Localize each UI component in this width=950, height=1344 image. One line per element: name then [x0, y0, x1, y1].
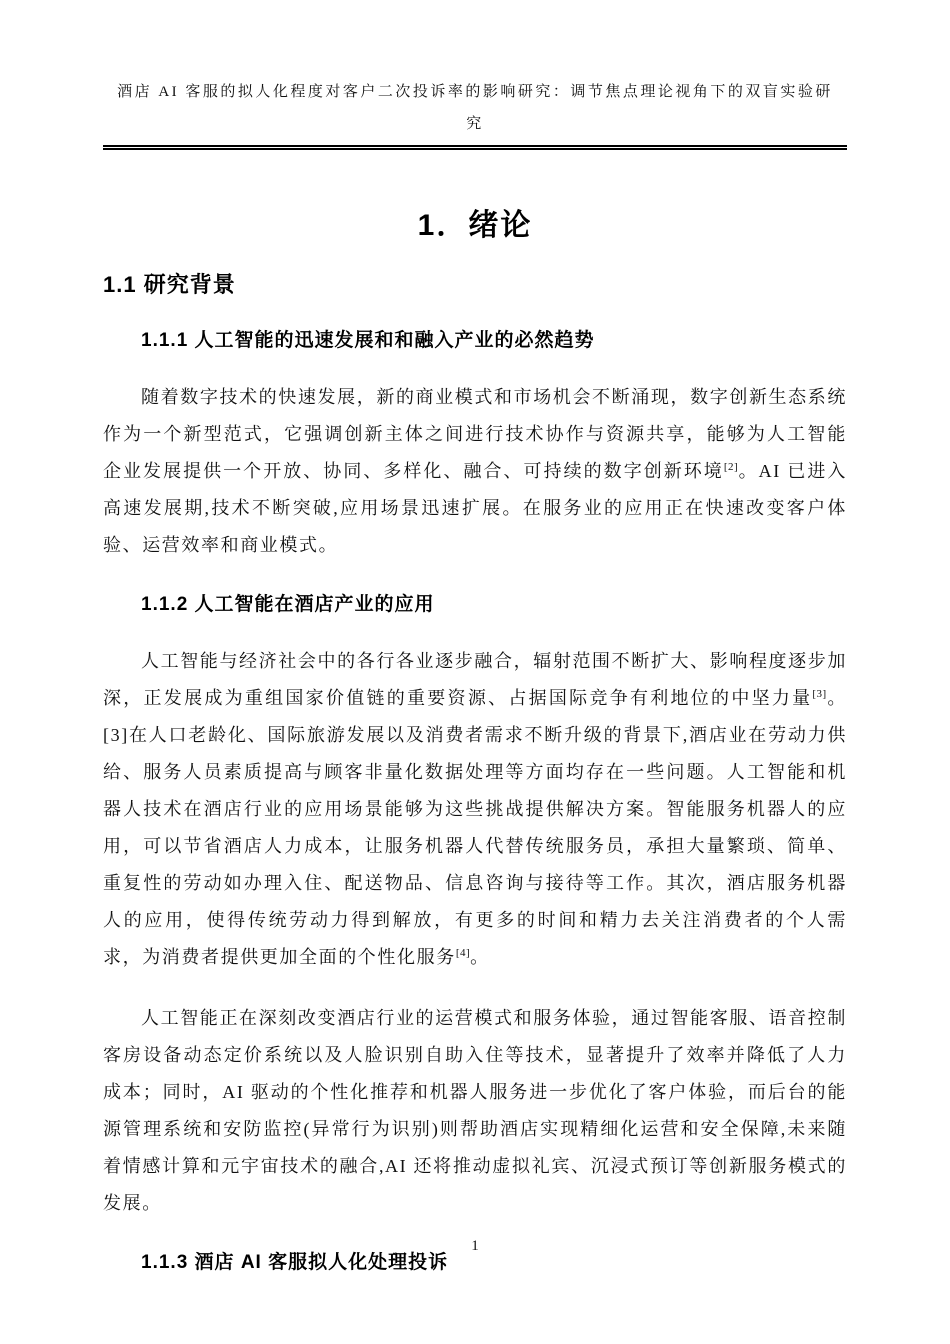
chapter-title: 1．绪论 [417, 209, 533, 242]
subsection-heading-1-1-1: 1.1.1 人工智能的迅速发展和和融入产业的必然趋势 [141, 330, 595, 351]
subsection-heading-1-1-2: 1.1.2 人工智能在酒店产业的应用 [141, 594, 435, 615]
header-title-line-1: 酒店 AI 客服的拟人化程度对客户二次投诉率的影响研究：调节焦点理论视角下的双盲实验研 [117, 84, 833, 100]
paragraph-3: 人工智能正在深刻改变酒店行业的运营模式和服务体验，通过智能客服、语音控制客房设备动态定价系统以及人脸识别自助入住等技术，显著提升了效率并降低了人力成本；同时，AI 驱动的个性化推荐和机器人服务进一步优化了客户体验，而后台的能源管理系统和安防监控(异常行为识别)则帮助酒店实现精细化运营和安全保障,未来随着情感计算和元宇宙技术的融合,AI 还将推动虚拟礼宾、沉浸式预订等创新服务模式的发展。 [103, 1008, 847, 1213]
page-number: 1 [471, 1238, 479, 1254]
page-header [103, 0, 847, 140]
paragraph-1: 随着数字技术的快速发展，新的商业模式和市场机会不断涌现，数字创新生态系统作为一个新型范式，它强调创新主体之间进行技术协作与资源共享，能够为人工智能企业发展提供一个开放、协同、多样化、融合、可持续的数字创新环境[2]。AI 已进入高速发展期,技术不断突破,应用场景迅速扩展。在服务业的应用正在快速改变客户体验、运营效率和商业模式。 [103, 387, 847, 555]
section-heading-1-1: 1.1 研究背景 [103, 272, 236, 297]
header-divider-rule [103, 145, 847, 150]
paragraph-2: 人工智能与经济社会中的各行各业逐步融合，辐射范围不断扩大、影响程度逐步加深，正发展成为重组国家价值链的重要资源、占据国际竞争有利地位的中坚力量[3]。[3]在人口老龄化、国际旅游发展以及消费者需求不断升级的背景下,酒店业在劳动力供给、服务人员素质提高与顾客非量化数据处理等方面均存在一些问题。人工智能和机器人技术在酒店行业的应用场景能够为这些挑战提供解决方案。智能服务机器人的应用，可以节省酒店人力成本，让服务机器人代替传统服务员，承担大量繁琐、简单、重复性的劳动如办理入住、配送物品、信息咨询与接待等工作。其次，酒店服务机器人的应用，使得传统劳动力得到解放，有更多的时间和精力去关注消费者的个人需求，为消费者提供更加全面的个性化服务[4]。 [103, 651, 847, 967]
header-title-line-2: 究 [466, 116, 484, 132]
subsection-heading-1-1-3: 1.1.3 酒店 AI 客服拟人化处理投诉 [141, 1252, 449, 1273]
